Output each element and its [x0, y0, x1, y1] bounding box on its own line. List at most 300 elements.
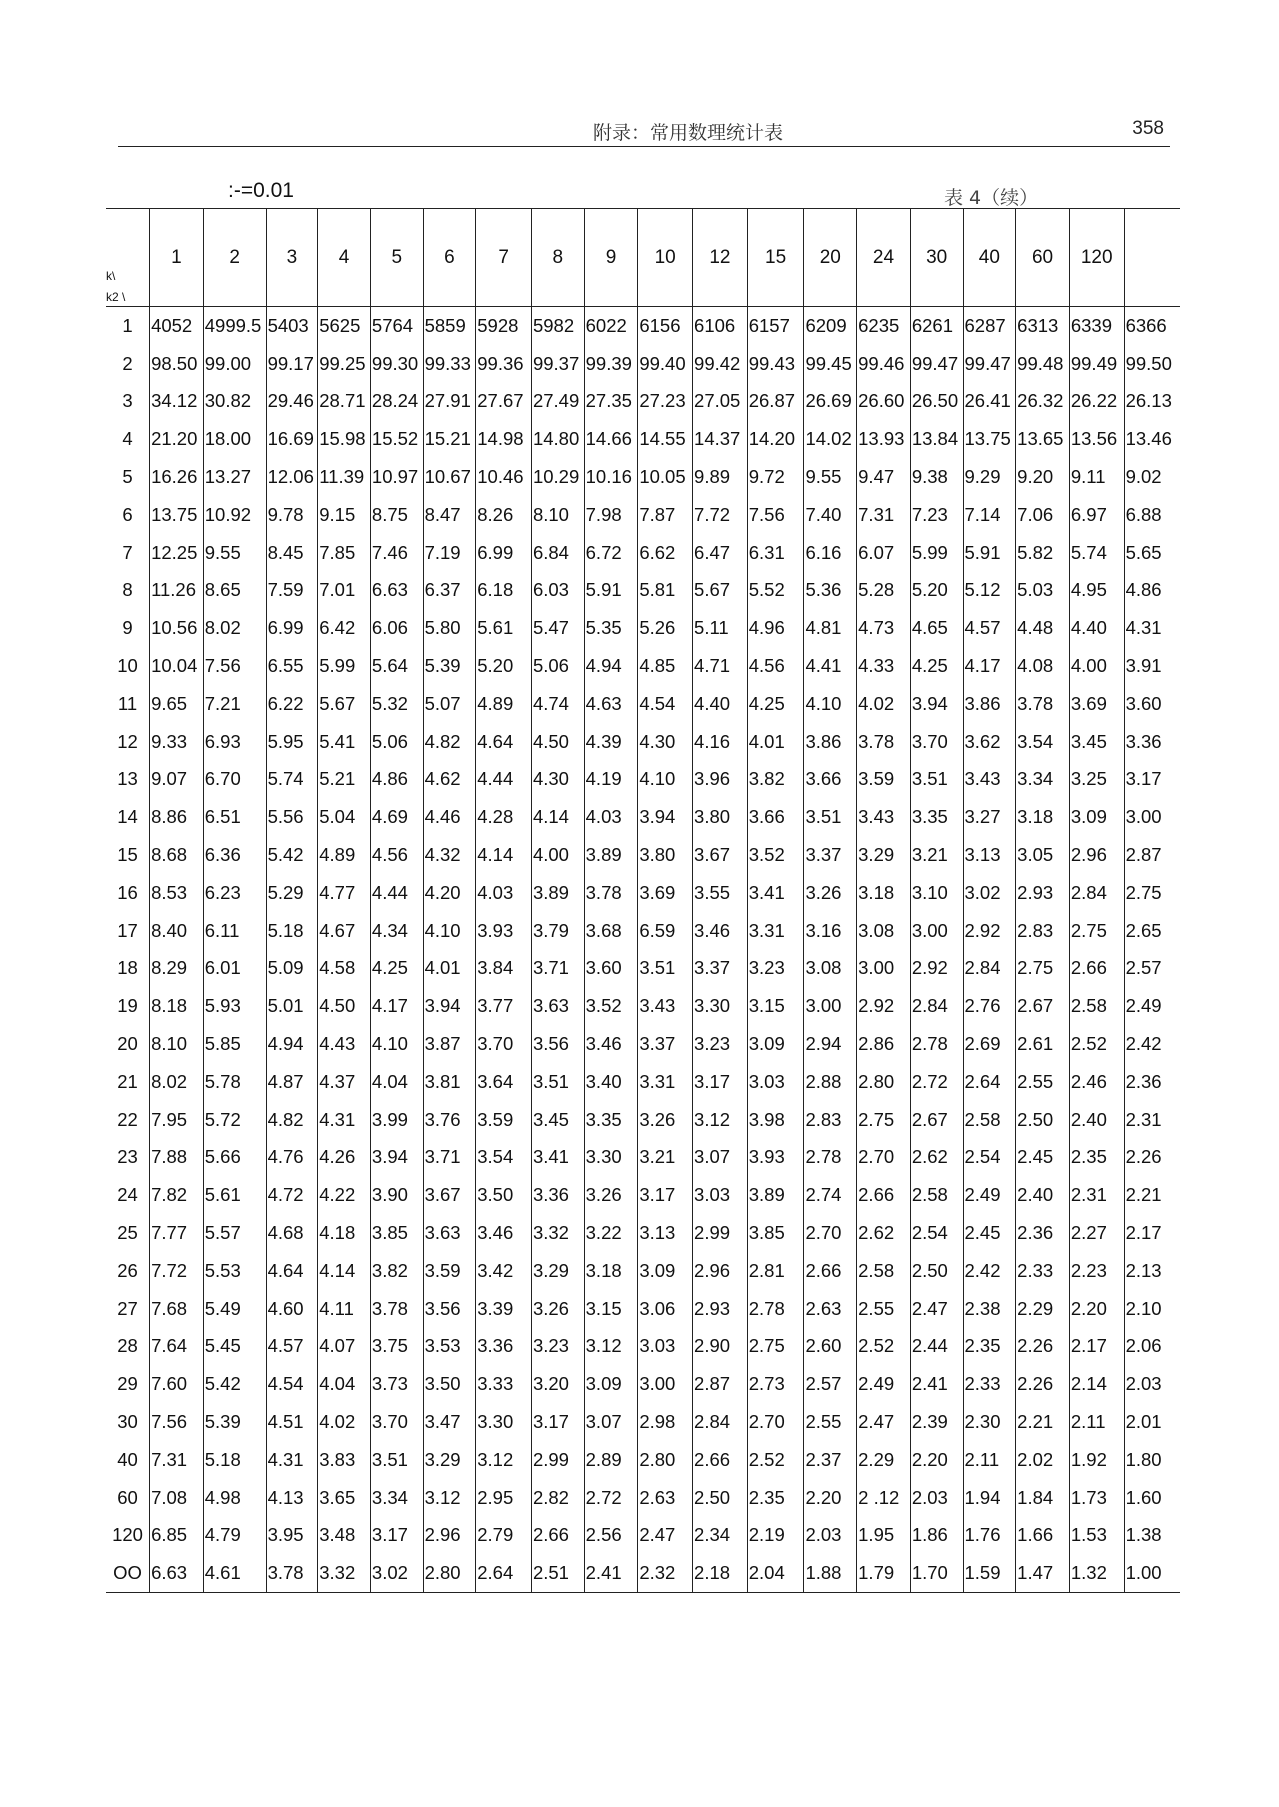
row-label: 24: [117, 1184, 138, 1206]
table-cell: 4.00: [1069, 647, 1124, 685]
table-cell: 2.42: [963, 1252, 1016, 1290]
table-cell: 2.87: [1124, 836, 1180, 874]
table-cell: 3.00: [857, 950, 911, 988]
table-cell: 3.08: [804, 950, 857, 988]
table-cell: 5.32: [370, 685, 423, 723]
table-cell: 3.03: [638, 1328, 693, 1366]
table-cell: 2.89: [584, 1441, 638, 1479]
row-label: 13: [117, 768, 138, 790]
table-cell: 3.52: [584, 987, 638, 1025]
table-row: [106, 1479, 1180, 1517]
table-cell: 4.08: [1016, 647, 1070, 685]
table-cell: 2.93: [1016, 874, 1070, 912]
table-cell: 7.56: [150, 1403, 204, 1441]
table-cell: 4.14: [318, 1252, 371, 1290]
table-cell: 3.17: [531, 1403, 584, 1441]
table-cell: 10.05: [638, 458, 693, 496]
table-cell: 3.60: [584, 950, 638, 988]
table-cell: 1.47: [1016, 1554, 1070, 1592]
table-cell: 5.35: [584, 609, 638, 647]
table-cell: 12.06: [266, 458, 318, 496]
table-cell: 2.70: [804, 1214, 857, 1252]
table-cell: 4.54: [266, 1365, 318, 1403]
table-cell: 14.02: [804, 420, 857, 458]
table-cell: 7.01: [318, 572, 371, 610]
table-cell: 2.27: [1069, 1214, 1124, 1252]
table-cell: 4.19: [584, 761, 638, 799]
table-row: [106, 1252, 1180, 1290]
table-cell: 5.18: [203, 1441, 266, 1479]
table-cell: 3.80: [638, 836, 693, 874]
table-cell: 3.89: [531, 874, 584, 912]
table-cell: 4.04: [370, 1063, 423, 1101]
table-cell: 6157: [747, 307, 804, 345]
table-cell: 3.54: [1016, 723, 1070, 761]
table-cell: 4.57: [266, 1328, 318, 1366]
table-cell: 6.18: [476, 572, 532, 610]
table-row: [106, 1290, 1180, 1328]
table-cell: 3.45: [1069, 723, 1124, 761]
table-cell: 7.85: [318, 534, 371, 572]
table-cell: 4.22: [318, 1176, 371, 1214]
table-cell: 6.37: [423, 572, 476, 610]
table-cell: 3.31: [638, 1063, 693, 1101]
table-cell: 5928: [476, 307, 532, 345]
table-cell: 4.40: [693, 685, 748, 723]
table-cell: 99.39: [584, 345, 638, 383]
running-header: [118, 112, 1170, 147]
table-cell: 6366: [1124, 307, 1180, 345]
table-cell: 2.35: [1069, 1139, 1124, 1177]
table-cell: 3.66: [747, 798, 804, 836]
table-row: [106, 383, 1180, 421]
table-cell: 27.91: [423, 383, 476, 421]
table-cell: 3.70: [910, 723, 963, 761]
table-cell: 5.67: [693, 572, 748, 610]
table-cell: 2.57: [1124, 950, 1180, 988]
table-cell: 3.03: [693, 1176, 748, 1214]
table-cell: 5625: [318, 307, 371, 345]
table-cell: 4.13: [266, 1479, 318, 1517]
table-cell: 1.86: [910, 1517, 963, 1555]
table-row: [106, 1441, 1180, 1479]
table-cell: 3.71: [531, 950, 584, 988]
table-cell: 99.47: [910, 345, 963, 383]
table-cell: 28.71: [318, 383, 371, 421]
table-cell: 3.12: [693, 1101, 748, 1139]
corner-k1-label: k\: [106, 269, 116, 283]
table-cell: 2.57: [804, 1365, 857, 1403]
table-row: [106, 685, 1180, 723]
table-cell: 26.87: [747, 383, 804, 421]
table-cell: 3.64: [476, 1063, 532, 1101]
table-cell: 8.02: [150, 1063, 204, 1101]
table-cell: 7.68: [150, 1290, 204, 1328]
table-cell: 4052: [150, 307, 204, 345]
table-cell: 13.75: [963, 420, 1016, 458]
table-cell: 9.55: [203, 534, 266, 572]
table-cell: 2.88: [804, 1063, 857, 1101]
table-cell: 6.62: [638, 534, 693, 572]
table-cell: 7.14: [963, 496, 1016, 534]
table-cell: 3.13: [963, 836, 1016, 874]
table-cell: 6022: [584, 307, 638, 345]
table-cell: 1.38: [1124, 1517, 1180, 1555]
table-cell: 2.65: [1124, 912, 1180, 950]
table-cell: 2.76: [963, 987, 1016, 1025]
table-cell: 2.78: [747, 1290, 804, 1328]
table-cell: 2.64: [476, 1554, 532, 1592]
column-header: 7: [476, 209, 532, 307]
table-cell: 6.01: [203, 950, 266, 988]
table-cell: 2.92: [857, 987, 911, 1025]
table-cell: 4.69: [370, 798, 423, 836]
table-cell: 2.73: [747, 1365, 804, 1403]
table-cell: 2.87: [693, 1365, 748, 1403]
table-cell: 9.11: [1069, 458, 1124, 496]
table-cell: 4.31: [1124, 609, 1180, 647]
table-cell: 99.17: [266, 345, 318, 383]
table-cell: 3.18: [584, 1252, 638, 1290]
table-cell: 6261: [910, 307, 963, 345]
row-label: 60: [117, 1486, 138, 1508]
table-cell: 2.36: [1124, 1063, 1180, 1101]
table-cell: 3.32: [318, 1554, 371, 1592]
table-cell: 7.40: [804, 496, 857, 534]
table-cell: 34.12: [150, 383, 204, 421]
table-cell: 2.47: [857, 1403, 911, 1441]
table-cell: 6209: [804, 307, 857, 345]
table-cell: 4.71: [693, 647, 748, 685]
table-cell: 4.43: [318, 1025, 371, 1063]
table-cell: 6.03: [531, 572, 584, 610]
table-cell: 7.19: [423, 534, 476, 572]
table-cell: 4.17: [370, 987, 423, 1025]
table-cell: 5.95: [266, 723, 318, 761]
table-cell: 3.50: [423, 1365, 476, 1403]
table-cell: 3.46: [476, 1214, 532, 1252]
table-cell: 6287: [963, 307, 1016, 345]
table-cell: 3.86: [804, 723, 857, 761]
table-cell: 3.36: [531, 1176, 584, 1214]
table-cell: 4.51: [266, 1403, 318, 1441]
row-label: 5: [122, 466, 133, 488]
table-cell: 6235: [857, 307, 911, 345]
table-cell: 3.17: [1124, 761, 1180, 799]
table-row: [106, 1517, 1180, 1555]
row-label: 21: [117, 1070, 138, 1092]
table-cell: 9.65: [150, 685, 204, 723]
table-cell: 7.95: [150, 1101, 204, 1139]
table-cell: 2.26: [1016, 1365, 1070, 1403]
table-cell: 3.51: [804, 798, 857, 836]
table-cell: 10.29: [531, 458, 584, 496]
table-cell: 4.02: [318, 1403, 371, 1441]
table-cell: 7.88: [150, 1139, 204, 1177]
table-cell: 5982: [531, 307, 584, 345]
table-cell: 2.34: [693, 1517, 748, 1555]
table-cell: 3.39: [476, 1290, 532, 1328]
table-cell: 3.09: [1069, 798, 1124, 836]
row-label: 14: [117, 806, 138, 828]
table-cell: 2.99: [693, 1214, 748, 1252]
table-cell: 3.51: [638, 950, 693, 988]
row-label: 1: [122, 314, 133, 336]
table-cell: 3.93: [476, 912, 532, 950]
table-cell: 2.26: [1124, 1139, 1180, 1177]
table-cell: 3.90: [370, 1176, 423, 1214]
table-cell: 3.21: [910, 836, 963, 874]
table-cell: 4.56: [370, 836, 423, 874]
table-cell: 4.33: [857, 647, 911, 685]
table-cell: 2.01: [1124, 1403, 1180, 1441]
table-cell: 3.41: [531, 1139, 584, 1177]
table-cell: 2.11: [963, 1441, 1016, 1479]
table-cell: 2.81: [747, 1252, 804, 1290]
table-cell: 21.20: [150, 420, 204, 458]
table-cell: 2.86: [857, 1025, 911, 1063]
table-cell: 2.52: [1069, 1025, 1124, 1063]
table-cell: 26.69: [804, 383, 857, 421]
table-cell: 8.86: [150, 798, 204, 836]
table-cell: 7.46: [370, 534, 423, 572]
table-cell: 16.26: [150, 458, 204, 496]
column-header: 8: [531, 209, 584, 307]
table-cell: 5.20: [910, 572, 963, 610]
table-cell: 14.37: [693, 420, 748, 458]
table-cell: 5.61: [203, 1176, 266, 1214]
table-cell: 3.73: [370, 1365, 423, 1403]
table-cell: 4.37: [318, 1063, 371, 1101]
table-cell: 99.33: [423, 345, 476, 383]
corner-cell: [106, 209, 150, 307]
column-header: 12: [693, 209, 748, 307]
table-cell: 2.98: [638, 1403, 693, 1441]
table-cell: 2.52: [857, 1328, 911, 1366]
table-cell: 2.96: [423, 1517, 476, 1555]
table-cell: 4.81: [804, 609, 857, 647]
table-cell: 5.06: [531, 647, 584, 685]
table-cell: 4.07: [318, 1328, 371, 1366]
table-row: [106, 1554, 1180, 1592]
table-cell: 10.97: [370, 458, 423, 496]
table-cell: 4.65: [910, 609, 963, 647]
table-cell: 10.56: [150, 609, 204, 647]
table-cell: 8.02: [203, 609, 266, 647]
table-cell: 2.29: [857, 1441, 911, 1479]
table-cell: 2.66: [804, 1252, 857, 1290]
table-cell: 99.47: [963, 345, 1016, 383]
table-cell: 3.02: [963, 874, 1016, 912]
table-cell: 4.48: [1016, 609, 1070, 647]
table-cell: 2.93: [693, 1290, 748, 1328]
table-cell: 2.78: [804, 1139, 857, 1177]
table-cell: 2.60: [804, 1328, 857, 1366]
table-cell: 4.44: [476, 761, 532, 799]
table-cell: 4.57: [963, 609, 1016, 647]
table-cell: 1.92: [1069, 1441, 1124, 1479]
table-cell: 2.36: [1016, 1214, 1070, 1252]
table-cell: 2.40: [1016, 1176, 1070, 1214]
table-cell: 7.60: [150, 1365, 204, 1403]
table-cell: 2.35: [963, 1328, 1016, 1366]
table-cell: 2.79: [476, 1517, 532, 1555]
table-cell: 8.18: [150, 987, 204, 1025]
table-cell: 5.28: [857, 572, 911, 610]
table-cell: 99.40: [638, 345, 693, 383]
table-cell: 8.53: [150, 874, 204, 912]
table-cell: 3.59: [423, 1252, 476, 1290]
table-cell: 9.02: [1124, 458, 1180, 496]
table-cell: 3.09: [747, 1025, 804, 1063]
column-header: 6: [423, 209, 476, 307]
table-cell: 8.75: [370, 496, 423, 534]
table-cell: 2.72: [584, 1479, 638, 1517]
table-cell: 3.23: [693, 1025, 748, 1063]
table-cell: 2.70: [747, 1403, 804, 1441]
table-cell: 3.30: [476, 1403, 532, 1441]
table-cell: 5859: [423, 307, 476, 345]
table-cell: 7.64: [150, 1328, 204, 1366]
table-cell: 6.88: [1124, 496, 1180, 534]
table-cell: 3.62: [963, 723, 1016, 761]
table-cell: 5.47: [531, 609, 584, 647]
row-label: 11: [117, 692, 138, 714]
header-title: 附录：常用数理统计表: [593, 122, 784, 144]
table-cell: 14.98: [476, 420, 532, 458]
table-cell: 99.46: [857, 345, 911, 383]
table-cell: 2.32: [638, 1554, 693, 1592]
table-cell: 1.60: [1124, 1479, 1180, 1517]
table-cell: 2.46: [1069, 1063, 1124, 1101]
table-cell: 3.87: [423, 1025, 476, 1063]
table-cell: 6.51: [203, 798, 266, 836]
row-label: 12: [117, 730, 138, 752]
table-row: [106, 836, 1180, 874]
table-cell: 3.35: [910, 798, 963, 836]
table-cell: 14.80: [531, 420, 584, 458]
table-cell: 6.11: [203, 912, 266, 950]
column-header: 15: [747, 209, 804, 307]
table-cell: 4.98: [203, 1479, 266, 1517]
table-cell: 7.31: [150, 1441, 204, 1479]
table-cell: 2.38: [963, 1290, 1016, 1328]
column-header: 120: [1069, 209, 1124, 307]
table-cell: 10.92: [203, 496, 266, 534]
table-cell: 27.67: [476, 383, 532, 421]
table-row: [106, 987, 1180, 1025]
table-cell: 4.10: [370, 1025, 423, 1063]
table-cell: 4.31: [266, 1441, 318, 1479]
table-cell: 3.81: [423, 1063, 476, 1101]
table-cell: 2.39: [910, 1403, 963, 1441]
table-cell: 2.54: [963, 1139, 1016, 1177]
table-row: [106, 420, 1180, 458]
column-header: 30: [910, 209, 963, 307]
table-cell: 9.29: [963, 458, 1016, 496]
table-cell: 2.44: [910, 1328, 963, 1366]
table-cell: 4.30: [531, 761, 584, 799]
table-cell: 2.69: [963, 1025, 1016, 1063]
row-label: 30: [117, 1411, 138, 1432]
row-label: 25: [117, 1222, 138, 1244]
table-row: [106, 458, 1180, 496]
table-cell: 5.56: [266, 798, 318, 836]
table-cell: 3.65: [318, 1479, 371, 1517]
table-cell: 2.13: [1124, 1252, 1180, 1290]
table-cell: 4.18: [318, 1214, 371, 1252]
table-cell: 2.31: [1069, 1176, 1124, 1214]
table-cell: 4.87: [266, 1063, 318, 1101]
table-cell: 2.50: [1016, 1101, 1070, 1139]
table-cell: 3.70: [370, 1403, 423, 1441]
table-cell: 6.72: [584, 534, 638, 572]
table-cell: 2.63: [638, 1479, 693, 1517]
table-cell: 4.14: [476, 836, 532, 874]
table-cell: 16.69: [266, 420, 318, 458]
row-label: 10: [117, 655, 138, 677]
table-cell: 2.55: [857, 1290, 911, 1328]
table-cell: 9.78: [266, 496, 318, 534]
table-cell: 3.98: [747, 1101, 804, 1139]
table-cell: 2.49: [1124, 987, 1180, 1025]
table-cell: 3.46: [584, 1025, 638, 1063]
table-cell: 13.56: [1069, 420, 1124, 458]
table-cell: 4.61: [203, 1554, 266, 1592]
table-cell: 8.40: [150, 912, 204, 950]
table-cell: 27.23: [638, 383, 693, 421]
table-cell: 3.77: [476, 987, 532, 1025]
table-cell: 2.47: [910, 1290, 963, 1328]
table-cell: 7.59: [266, 572, 318, 610]
table-cell: 5.81: [638, 572, 693, 610]
table-cell: 6156: [638, 307, 693, 345]
table-cell: 3.07: [693, 1139, 748, 1177]
table-cell: 3.75: [370, 1328, 423, 1366]
table-cell: 2.64: [963, 1063, 1016, 1101]
table-cell: 9.72: [747, 458, 804, 496]
table-cell: 5.18: [266, 912, 318, 950]
row-label: 120: [112, 1524, 143, 1546]
table-cell: 2.03: [1124, 1365, 1180, 1403]
table-cell: 7.72: [693, 496, 748, 534]
table-cell: 2.21: [1016, 1403, 1070, 1441]
table-cell: 2.80: [638, 1441, 693, 1479]
table-cell: 1.95: [857, 1517, 911, 1555]
table-cell: 6.55: [266, 647, 318, 685]
table-cell: 2.50: [910, 1252, 963, 1290]
table-cell: 3.36: [1124, 723, 1180, 761]
table-cell: 3.55: [693, 874, 748, 912]
table-cell: 11.39: [318, 458, 371, 496]
table-cell: 2.33: [963, 1365, 1016, 1403]
table-cell: 3.20: [531, 1365, 584, 1403]
table-cell: 3.91: [1124, 647, 1180, 685]
table-cell: 13.75: [150, 496, 204, 534]
table-cell: 5764: [370, 307, 423, 345]
table-cell: 30.82: [203, 383, 266, 421]
table-cell: 27.05: [693, 383, 748, 421]
row-label: 20: [117, 1033, 138, 1055]
table-cell: 3.66: [804, 761, 857, 799]
table-cell: 10.67: [423, 458, 476, 496]
table-cell: 2.58: [910, 1176, 963, 1214]
table-cell: 6339: [1069, 307, 1124, 345]
table-cell: 99.37: [531, 345, 584, 383]
row-label: 17: [117, 919, 138, 941]
table-cell: 3.42: [476, 1252, 532, 1290]
table-cell: 3.67: [693, 836, 748, 874]
